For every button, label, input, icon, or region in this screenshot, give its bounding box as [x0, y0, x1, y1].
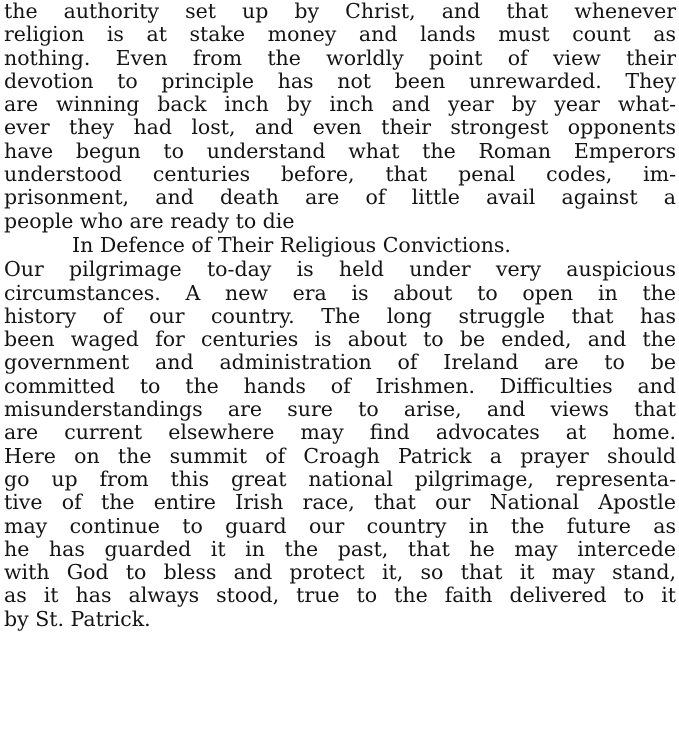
text-line: may continue to guard our country in the future as	[4, 513, 676, 538]
text-line: understood centuries before, that penal codes, im-	[4, 162, 676, 187]
text-line: are current elsewhere may find advocates at home.	[4, 420, 676, 445]
text-line: go up from this great national pilgrimage, representa-	[4, 466, 676, 491]
text-line: are winning back inch by inch and year by year what-	[4, 92, 676, 117]
text-line: by St. Patrick.	[4, 606, 151, 631]
text-line: been waged for centuries is about to be ended, and the	[4, 327, 676, 352]
text-line: history of our country. The long struggle that has	[4, 303, 676, 328]
text-line: government and administration of Ireland are to be	[4, 350, 676, 375]
text-line: the authority set up by Christ, and that whenever	[4, 0, 676, 23]
paragraph-1	[4, 0, 676, 233]
text-line: nothing. Even from the worldly point of view their	[4, 45, 676, 70]
text-line: prisonment, and death are of little avail against a	[4, 185, 676, 210]
text-line: circumstances. A new era is about to open in the	[4, 280, 676, 305]
subheading: In Defence of Their Religious Convictions.	[72, 232, 511, 257]
text-line: he has guarded it in the past, that he may intercede	[4, 536, 676, 561]
article-column	[4, 0, 676, 631]
text-line: committed to the hands of Irishmen. Difficulties and	[4, 373, 676, 398]
text-line: ever they had lost, and even their strongest opponents	[4, 115, 676, 140]
text-line: tive of the entire Irish race, that our National Apostle	[4, 490, 676, 515]
text-line: misunderstandings are sure to arise, and views that	[4, 397, 676, 422]
text-line: devotion to principle has not been unrewarded. They	[4, 68, 676, 93]
text-line: with God to bless and protect it, so that it may stand,	[4, 560, 676, 585]
text-line: Here on the summit of Croagh Patrick a prayer should	[4, 443, 676, 468]
text-line: people who are ready to die	[4, 208, 295, 233]
paragraph-2	[4, 258, 676, 631]
text-line: as it has always stood, true to the faith delivered to it	[4, 583, 676, 608]
text-line: Our pilgrimage to-day is held under very auspicious	[4, 257, 676, 282]
text-line: religion is at stake money and lands must count as	[4, 22, 676, 47]
text-line: have begun to understand what the Roman Emperors	[4, 138, 676, 163]
